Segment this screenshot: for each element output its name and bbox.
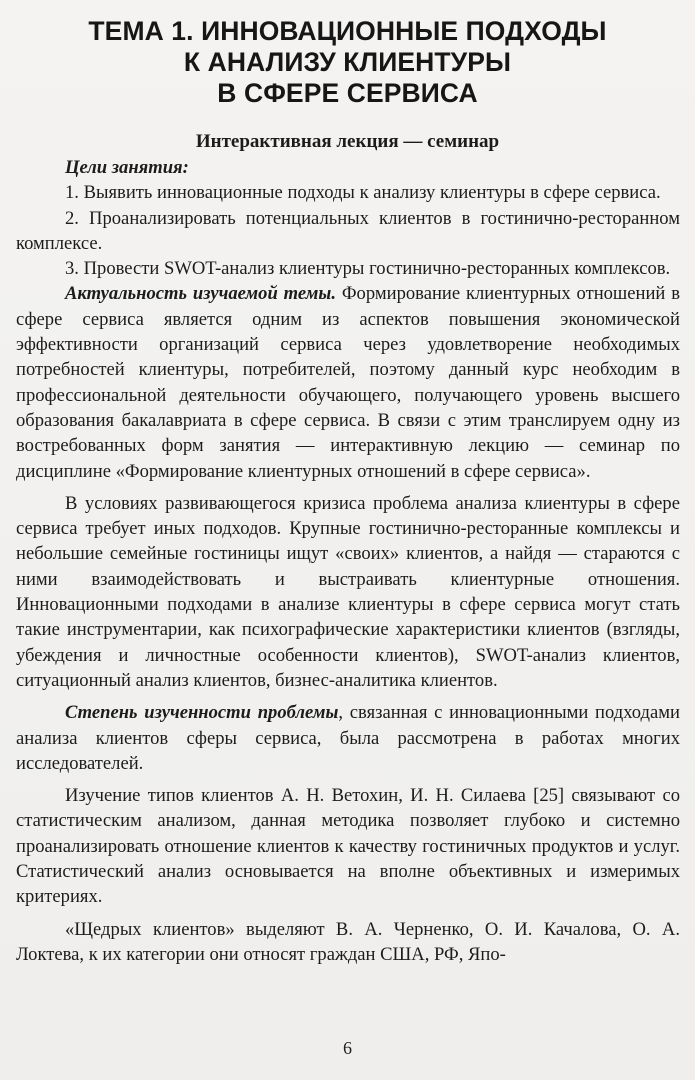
chapter-title-line-3: В СФЕРЕ СЕРВИСА [217,78,478,108]
chapter-title-line-1: ТЕМА 1. ИННОВАЦИОННЫЕ ПОДХОДЫ [88,16,607,46]
chapter-title [40,16,655,109]
goals-heading: Цели занятия: [65,157,189,178]
degree-heading: Степень изученности проблемы [65,702,339,724]
crisis-paragraph: В условиях развивающегося кризиса проблема анализа клиентуры в сфере сервиса требует иных подходов. Крупные гостинично-ресторанные комплексы и небольшие семейные гостиницы ищут «своих» клиентов, а найдя — стараются с ними взаимодействовать и выстраивать клиентурные отношения. Инновационными подходами в анализе клиентуры в сфере сервиса могут стать такие инструментарии, как психографические характеристики клиентов (взгляды, убеждения и личностные особенности клиентов), SWOT-анализ клиентов, ситуационный анализ клиентов, бизнес-аналитика клиентов. [16,492,680,691]
degree-text: , связанная с инновационными подходами анализа клиентов сферы сервиса, была рассмотрена в работах многих исследователей. [16,702,680,774]
chapter-title-line-2: К АНАЛИЗУ КЛИЕНТУРЫ [183,47,512,77]
goal-item: 1. Выявить инновационные подходы к анализу клиентуры в сфере сервиса. [65,182,661,204]
goal-item: 3. Провести SWOT-анализ клиентуры гостинично-ресторанных комплексов. [65,258,671,280]
study-paragraph: Изучение типов клиентов А. Н. Ветохин, И. Н. Силаева [25] связывают со статистическим анализом, данная методика позволяет глубоко и системно проанализировать отношение клиентов к качеству гостиничных продуктов и услуг. Статистический анализ основывается на вполне объективных и измеримых критериях. [16,785,680,908]
page-number: 6 [343,1038,352,1058]
degree-paragraph [16,700,680,776]
relevance-paragraph [16,281,680,483]
relevance-text: Формирование клиентурных отношений в сфере сервиса является одним из аспектов повышения экономической эффективности организаций сервиса через удовлетворение необходимых потребностей клиентуры, потребителей, поэтому данный курс необходим в профессиональной деятельности обучающего, получающего уровень высшего образования бакалавриата в сфере сервиса. В связи с этим транслируем одну из востребованных форм занятия — интерактивную лекцию — семинар по дисциплине «Формирование клиентурных отношений в сфере сервиса». [16,283,681,482]
body-text [16,155,680,967]
generous-clients-paragraph: «Щедрых клиентов» выделяют В. А. Черненко, О. И. Качалова, О. А. Локтева, к их категории они относят граждан США, РФ, Япо- [16,918,680,965]
relevance-heading: Актуальность изучаемой темы. [65,283,336,305]
lecture-subtitle: Интерактивная лекция — семинар [195,131,500,152]
goal-item: 2. Проанализировать потенциальных клиентов в гостинично-ресторанном комплексе. [16,207,680,254]
